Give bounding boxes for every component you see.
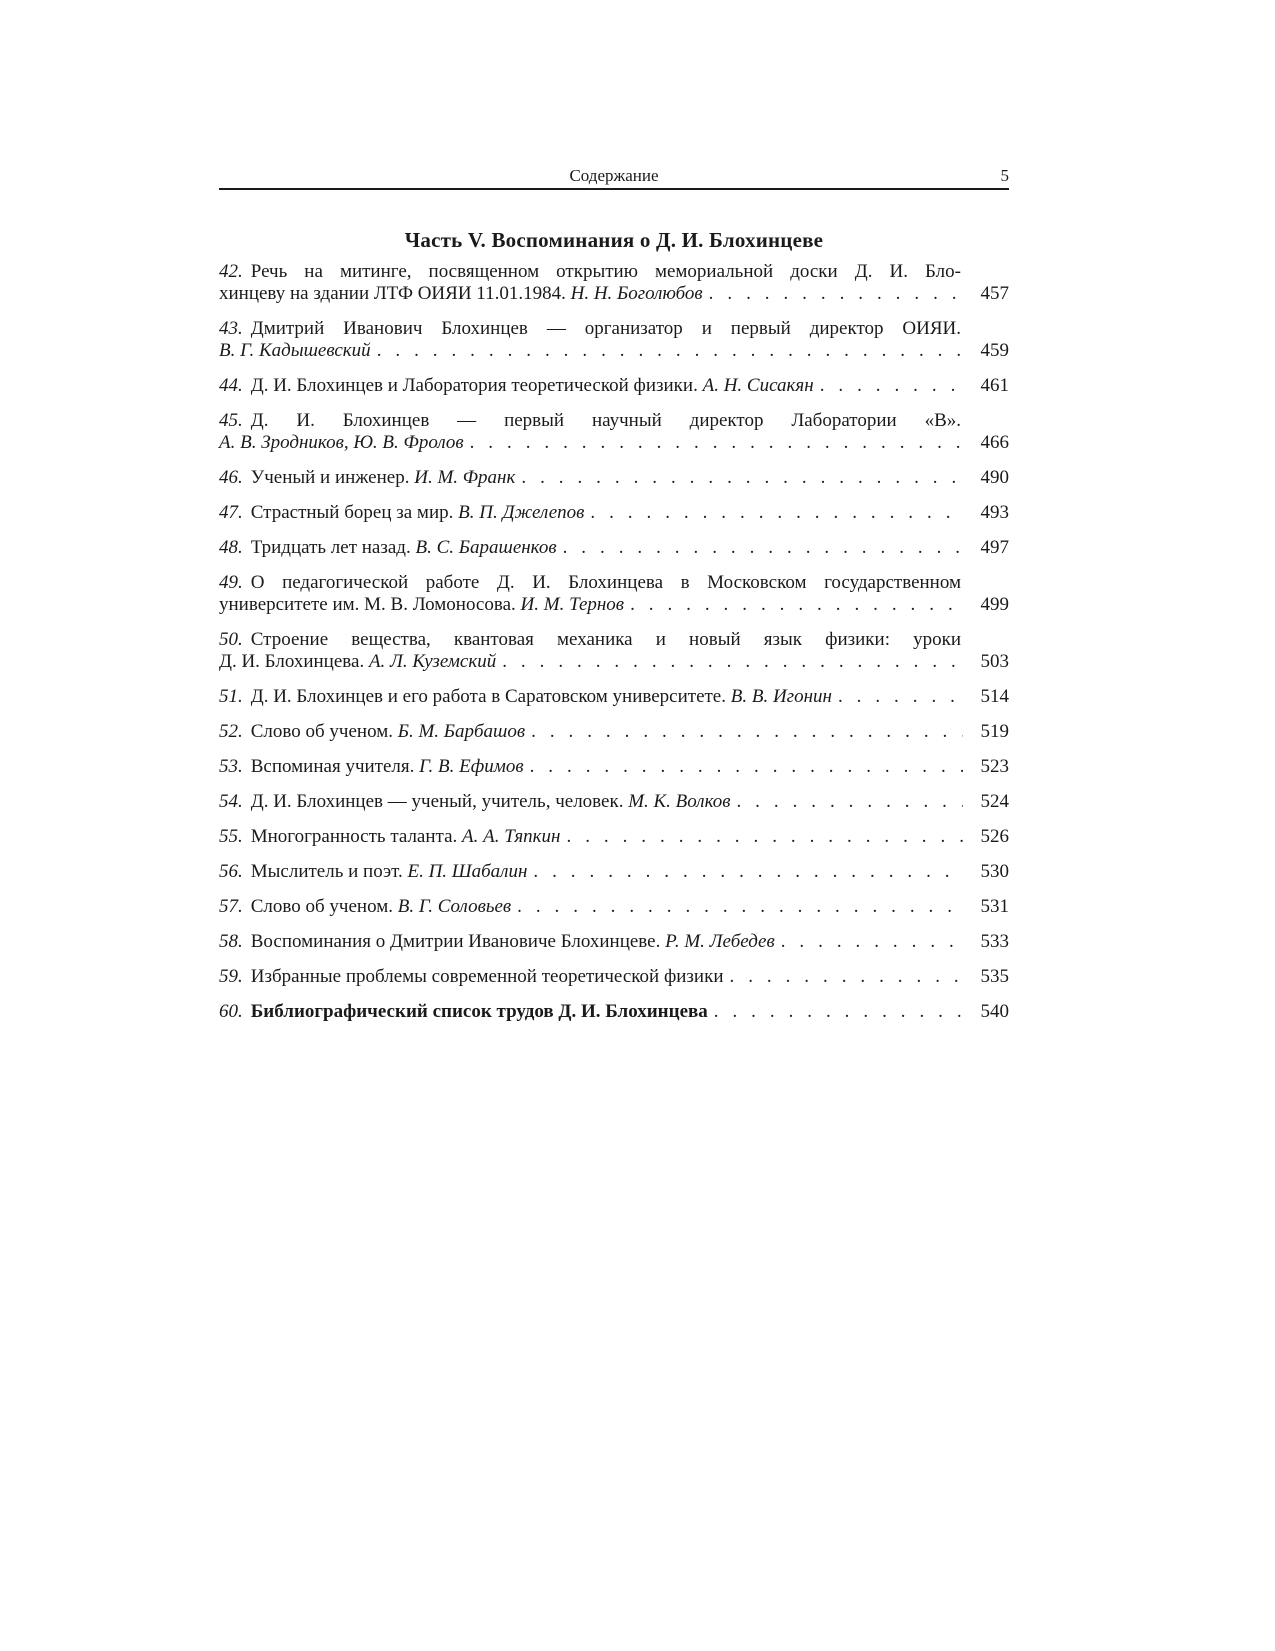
toc-entry[interactable]: [219, 375, 1009, 397]
toc-entry-number: 57.: [219, 896, 243, 917]
dot-leader: [530, 756, 963, 778]
toc-entry-first-line: [219, 261, 1009, 283]
toc-entry[interactable]: [219, 502, 1009, 524]
toc-entry-page: 530: [980, 861, 1009, 882]
toc-entry-last-line: [219, 283, 1009, 305]
toc-entry-last-line: [219, 502, 1009, 524]
dot-leader: [533, 861, 963, 883]
dot-leader: [820, 375, 963, 397]
toc-entry-text: [219, 594, 624, 616]
toc-entry-text: [219, 1001, 708, 1023]
toc-entry-text: [219, 756, 524, 778]
toc-entry-last-line: [219, 861, 1009, 883]
toc-entry-page: 524: [980, 791, 1009, 812]
toc-entry-number: 55.: [219, 826, 243, 847]
toc-entry-author: А. Н. Сисакян: [702, 375, 814, 396]
toc-entry-number: 59.: [219, 966, 243, 987]
dot-leader: [730, 966, 964, 988]
toc-entry-page: 540: [980, 1001, 1009, 1022]
part-title: Часть V. Воспоминания о Д. И. Блохинцеве: [404, 228, 824, 252]
dot-leader: [736, 791, 963, 813]
toc-entry-last-line: [219, 594, 1009, 616]
toc-entry-author: Н. Н. Боголюбов: [570, 283, 703, 304]
toc-entry-title: Д. И. Блохинцева.: [219, 651, 369, 672]
toc-entry-title: Строение вещества, квантовая механика и новый язык физики: уроки: [250, 629, 961, 650]
toc-entry-number: 47.: [219, 502, 243, 523]
toc-entry-author: В. Г. Кадышевский: [219, 340, 371, 361]
toc-entry-author: Б. М. Барбашов: [397, 721, 526, 742]
toc-entry-first-line: [219, 572, 1009, 594]
toc-entry[interactable]: [219, 966, 1009, 988]
toc-entry-title: Библиографический список трудов Д. И. Блохинцева: [250, 1001, 708, 1022]
toc-entry[interactable]: [219, 826, 1009, 848]
toc-entry[interactable]: [219, 686, 1009, 708]
toc-entry-author: М. К. Волков: [628, 791, 731, 812]
dot-leader: [502, 651, 963, 673]
toc-entry-page: 535: [980, 966, 1009, 987]
toc-entry-title: Тридцать лет назад.: [250, 537, 416, 558]
dot-leader: [377, 340, 963, 362]
toc-entry-last-line: [219, 340, 1009, 362]
toc-entry[interactable]: [219, 629, 1009, 673]
toc-entry-last-line: [219, 537, 1009, 559]
toc-entry-text: [219, 826, 561, 848]
toc-entry-page: 533: [980, 931, 1009, 952]
toc-entry-text: [219, 861, 527, 883]
toc-entry-number: 49.: [219, 572, 243, 593]
toc-entry-title: Д. И. Блохинцев — первый научный директор Лаборатории «В».: [250, 410, 961, 431]
toc-entry-number: 48.: [219, 537, 243, 558]
toc-entry-number: 44.: [219, 375, 243, 396]
toc-entry[interactable]: [219, 861, 1009, 883]
dot-leader: [590, 502, 963, 524]
dot-leader: [531, 721, 963, 743]
toc-entry-last-line: [219, 686, 1009, 708]
dot-leader: [470, 432, 963, 454]
dot-leader: [630, 594, 963, 616]
toc-entry-title: Д. И. Блохинцев и его работа в Саратовском университете.: [250, 686, 731, 707]
toc-entry-text: [219, 375, 814, 397]
toc-entry-page: 531: [980, 896, 1009, 917]
toc-entry-page: 459: [980, 340, 1009, 361]
dot-leader: [567, 826, 964, 848]
toc-entry-number: 58.: [219, 931, 243, 952]
toc-entry-first-line: [219, 410, 1009, 432]
toc-entry-author: Р. М. Лебедев: [665, 931, 775, 952]
toc-entry-author: В. С. Барашенков: [415, 537, 557, 558]
toc-entry-page: 514: [980, 686, 1009, 707]
toc-entry-author: В. Г. Соловьев: [397, 896, 512, 917]
toc-entry-title: Страстный борец за мир.: [250, 502, 459, 523]
toc-entry-number: 60.: [219, 1001, 243, 1022]
toc-entry-title: Речь на митинге, посвященном открытию мемориальной доски Д. И. Бло-: [250, 261, 961, 282]
dot-leader: [838, 686, 963, 708]
toc-entry[interactable]: [219, 318, 1009, 362]
toc-entry-author: И. М. Тернов: [520, 594, 625, 615]
toc-entry[interactable]: [219, 896, 1009, 918]
toc-entry-text: [219, 931, 775, 953]
toc-entry-text: [219, 467, 515, 489]
toc-entry[interactable]: [219, 572, 1009, 616]
toc-entry[interactable]: [219, 931, 1009, 953]
toc-entry-page: 499: [980, 594, 1009, 615]
toc-entry-page: 523: [980, 756, 1009, 777]
toc-entry-number: 54.: [219, 791, 243, 812]
toc-entry-text: [219, 686, 832, 708]
toc-entry-number: 45.: [219, 410, 243, 431]
toc-entry-last-line: [219, 721, 1009, 743]
toc-entry-title: Ученый и инженер.: [250, 467, 415, 488]
toc-entry[interactable]: [219, 721, 1009, 743]
dot-leader: [521, 467, 963, 489]
toc-entry-number: 43.: [219, 318, 243, 339]
toc-entry-page: 493: [980, 502, 1009, 523]
toc-entry-number: 53.: [219, 756, 243, 777]
toc-entry[interactable]: [219, 261, 1009, 305]
toc-entry-last-line: [219, 432, 1009, 454]
toc-entry-page: 457: [980, 283, 1009, 304]
toc-entry-text: [219, 340, 371, 362]
toc-entry[interactable]: [219, 791, 1009, 813]
toc-entry-author: А. А. Тяпкин: [462, 826, 561, 847]
toc-entry-text: [219, 502, 584, 524]
toc-entry[interactable]: [219, 410, 1009, 454]
toc-entry-text: [219, 791, 730, 813]
dot-leader: [517, 896, 963, 918]
toc-entry-page: 461: [980, 375, 1009, 396]
toc-entry-title: О педагогической работе Д. И. Блохинцева в Московском государственном: [250, 572, 961, 593]
running-head-title: Содержание: [569, 166, 659, 185]
toc-entry-author: Г. В. Ефимов: [419, 756, 524, 777]
toc-entry-last-line: [219, 791, 1009, 813]
toc-entry-text: [219, 537, 557, 559]
toc-entry-page: 497: [980, 537, 1009, 558]
toc-entry-number: 51.: [219, 686, 243, 707]
toc-entry-author: А. Л. Куземский: [368, 651, 497, 672]
toc-entry[interactable]: [219, 537, 1009, 559]
toc-entry-title: Д. И. Блохинцев — ученый, учитель, человек.: [250, 791, 629, 812]
toc-entry-last-line: [219, 651, 1009, 673]
toc-entry-title: университете им. М. В. Ломоносова.: [219, 594, 521, 615]
toc-entry-last-line: [219, 467, 1009, 489]
toc-entry-title: Дмитрий Иванович Блохинцев — организатор и первый директор ОИЯИ.: [250, 318, 961, 339]
toc-entry-text: [219, 651, 496, 673]
toc-entry-author: А. В. Зродников, Ю. В. Фролов: [219, 432, 464, 453]
dot-leader: [709, 283, 963, 305]
toc-entry-title: хинцеву на здании ЛТФ ОИЯИ 11.01.1984.: [219, 283, 571, 304]
toc-entry-number: 50.: [219, 629, 243, 650]
toc-entry-title: Д. И. Блохинцев и Лаборатория теоретической физики.: [250, 375, 703, 396]
toc-entry-text: [219, 896, 511, 918]
running-head: [219, 166, 1009, 190]
page-number: 5: [1000, 166, 1009, 185]
toc-entry-last-line: [219, 896, 1009, 918]
toc-entry-title: Вспоминая учителя.: [250, 756, 420, 777]
toc-entry-title: Мыслитель и поэт.: [250, 861, 408, 882]
toc-entry-last-line: [219, 931, 1009, 953]
toc-entry-author: В. П. Джелепов: [458, 502, 585, 523]
toc-entry[interactable]: [219, 1001, 1009, 1023]
toc-entry-number: 46.: [219, 467, 243, 488]
toc-entry[interactable]: [219, 467, 1009, 489]
toc-entry-last-line: [219, 375, 1009, 397]
toc-entry-author: И. М. Франк: [414, 467, 516, 488]
toc-entry-last-line: [219, 966, 1009, 988]
dot-leader: [781, 931, 963, 953]
toc-entry-first-line: [219, 318, 1009, 340]
toc-entry-title: Воспоминания о Дмитрии Ивановиче Блохинцеве.: [250, 931, 666, 952]
toc-page: [219, 166, 1009, 1036]
toc-entry-title: Слово об ученом.: [250, 721, 398, 742]
toc-entry-title: Многогранность таланта.: [250, 826, 463, 847]
toc-entry-page: 503: [980, 651, 1009, 672]
table-of-contents: [219, 261, 1009, 1023]
toc-entry[interactable]: [219, 756, 1009, 778]
toc-entry-last-line: [219, 1001, 1009, 1023]
toc-entry-text: [219, 432, 464, 454]
toc-entry-page: 519: [980, 721, 1009, 742]
toc-entry-page: 466: [980, 432, 1009, 453]
toc-entry-author: В. В. Игонин: [730, 686, 832, 707]
toc-entry-number: 52.: [219, 721, 243, 742]
toc-entry-number: 56.: [219, 861, 243, 882]
toc-entry-number: 42.: [219, 261, 243, 282]
toc-entry-last-line: [219, 756, 1009, 778]
toc-entry-page: 490: [980, 467, 1009, 488]
toc-entry-title: Слово об ученом.: [250, 896, 398, 917]
toc-entry-author: Е. П. Шабалин: [407, 861, 528, 882]
dot-leader: [714, 1001, 963, 1023]
dot-leader: [563, 537, 963, 559]
toc-entry-text: [219, 283, 703, 305]
toc-entry-text: [219, 721, 525, 743]
toc-entry-text: [219, 966, 724, 988]
toc-entry-last-line: [219, 826, 1009, 848]
toc-entry-first-line: [219, 629, 1009, 651]
toc-entry-page: 526: [980, 826, 1009, 847]
toc-entry-title: Избранные проблемы современной теоретической физики: [250, 966, 724, 987]
